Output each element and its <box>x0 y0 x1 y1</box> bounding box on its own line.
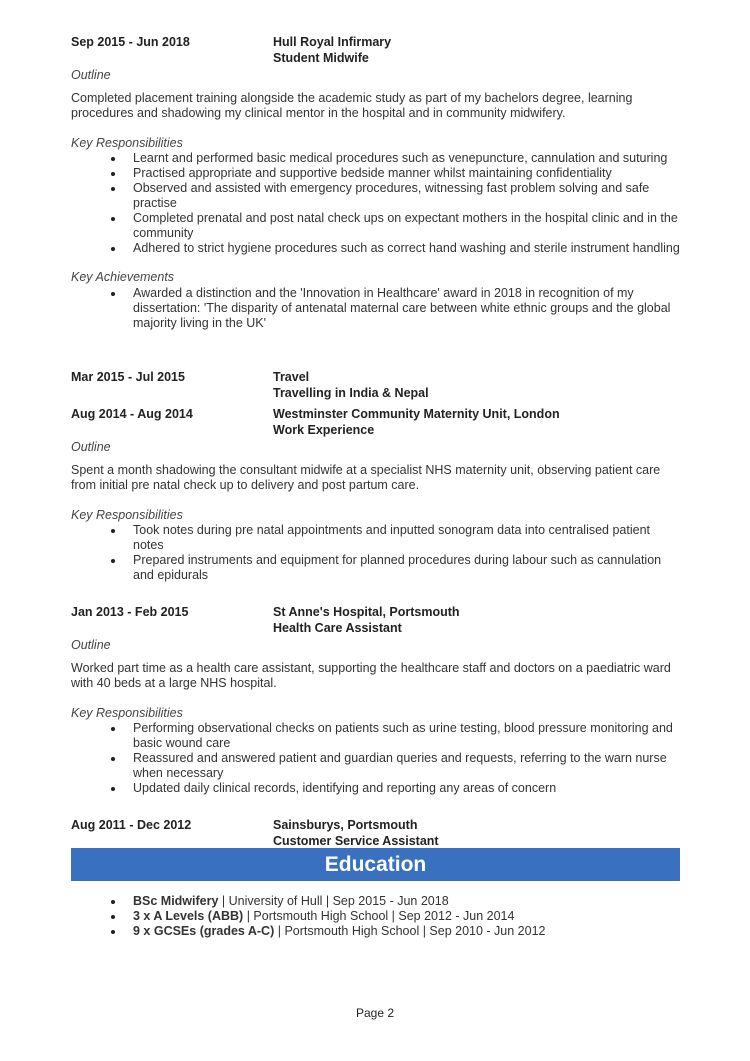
job-employer: Travel <box>273 370 310 384</box>
responsibilities-label: Key Responsibilities <box>71 507 183 522</box>
job-role: Customer Service Assistant <box>273 833 439 848</box>
job-header <box>71 818 680 849</box>
responsibilities-list <box>71 151 680 256</box>
list-item: Updated daily clinical records, identifying and reporting any areas of concern <box>133 781 680 796</box>
qualification-details: | Portsmouth High School | Sep 2012 - Jun 2014 <box>243 909 515 923</box>
job-entry <box>71 818 680 849</box>
job-header <box>71 35 680 66</box>
responsibilities-label: Key Responsibilities <box>71 135 183 150</box>
list-item: Observed and assisted with emergency procedures, witnessing fast problem solving and safe practise <box>133 181 680 211</box>
job-employer: Hull Royal Infirmary <box>273 35 392 49</box>
outline-text: Worked part time as a health care assistant, supporting the healthcare staff and doctors on a paediatric ward with 40 beds at a large NHS hospital. <box>71 660 671 690</box>
job-role: Travelling in India & Nepal <box>273 385 429 400</box>
job-role: Health Care Assistant <box>273 620 402 635</box>
job-date: Jan 2013 - Feb 2015 <box>71 605 189 619</box>
outline-label: Outline <box>71 68 111 82</box>
job-entry <box>71 35 680 331</box>
list-item: Awarded a distinction and the 'Innovation in Healthcare' award in 2018 in recognition of my dissertation: 'The disparity of antenatal maternal care between white ethnic groups and the global majority living in the UK' <box>133 286 680 331</box>
job-entry <box>71 370 680 401</box>
job-employer: Westminster Community Maternity Unit, London <box>273 407 560 421</box>
list-item: Performing observational checks on patients such as urine testing, blood pressure monitoring and basic wound care <box>133 721 680 751</box>
education-item <box>133 909 680 924</box>
outline-label: Outline <box>71 638 111 652</box>
achievements-list <box>71 286 680 331</box>
list-item: Learnt and performed basic medical procedures such as venepuncture, cannulation and suturing <box>133 151 680 166</box>
education-section <box>71 894 680 939</box>
education-heading: Education <box>71 848 680 881</box>
education-item <box>133 894 680 909</box>
list-item: Reassured and answered patient and guardian queries and requests, referring to the warn nurse when necessary <box>133 751 680 781</box>
job-date: Aug 2011 - Dec 2012 <box>71 818 192 832</box>
outline-text: Completed placement training alongside the academic study as part of my bachelors degree, learning procedures and shadowing my clinical mentor in the hospital and in community midwifery. <box>71 90 633 120</box>
qualification: 3 x A Levels (ABB) <box>133 909 244 923</box>
page-number: Page 2 <box>355 1006 395 1020</box>
list-item: Took notes during pre natal appointments and inputted sonogram data into centralised patient notes <box>133 523 680 553</box>
list-item: Practised appropriate and supportive bedside manner whilst maintaining confidentiality <box>133 166 680 181</box>
list-item: Adhered to strict hygiene procedures such as correct hand washing and sterile instrument handling <box>133 241 680 255</box>
list-item: Prepared instruments and equipment for planned procedures during labour such as cannulation and epidurals <box>133 553 680 583</box>
job-role: Student Midwife <box>273 50 369 65</box>
job-entry <box>71 605 680 796</box>
outline-text: Spent a month shadowing the consultant midwife at a specialist NHS maternity unit, observing patient care from initial pre natal check up to delivery and post partum care. <box>71 462 661 492</box>
job-header <box>71 407 680 438</box>
achievements-label: Key Achievements <box>71 270 175 284</box>
responsibilities-list <box>71 523 680 583</box>
job-header <box>71 370 680 401</box>
responsibilities-list <box>71 721 680 796</box>
qualification-details: | University of Hull | Sep 2015 - Jun 2018 <box>218 894 449 908</box>
outline-label: Outline <box>71 440 111 454</box>
job-entry <box>71 407 680 583</box>
education-item <box>133 924 680 939</box>
job-role: Work Experience <box>273 422 375 437</box>
job-header <box>71 605 680 636</box>
responsibilities-label: Key Responsibilities <box>71 705 183 720</box>
list-item: Completed prenatal and post natal check ups on expectant mothers in the hospital clinic and in the community <box>133 211 680 241</box>
qualification: 9 x GCSEs (grades A-C) <box>133 924 275 938</box>
education-list <box>71 894 680 939</box>
job-employer: Sainsburys, Portsmouth <box>273 818 418 832</box>
job-date: Sep 2015 - Jun 2018 <box>71 35 190 49</box>
job-date: Aug 2014 - Aug 2014 <box>71 407 193 421</box>
job-employer: St Anne's Hospital, Portsmouth <box>273 605 460 619</box>
qualification-details: | Portsmouth High School | Sep 2010 - Jun 2012 <box>274 924 546 938</box>
qualification: BSc Midwifery <box>133 894 219 908</box>
job-date: Mar 2015 - Jul 2015 <box>71 370 185 384</box>
